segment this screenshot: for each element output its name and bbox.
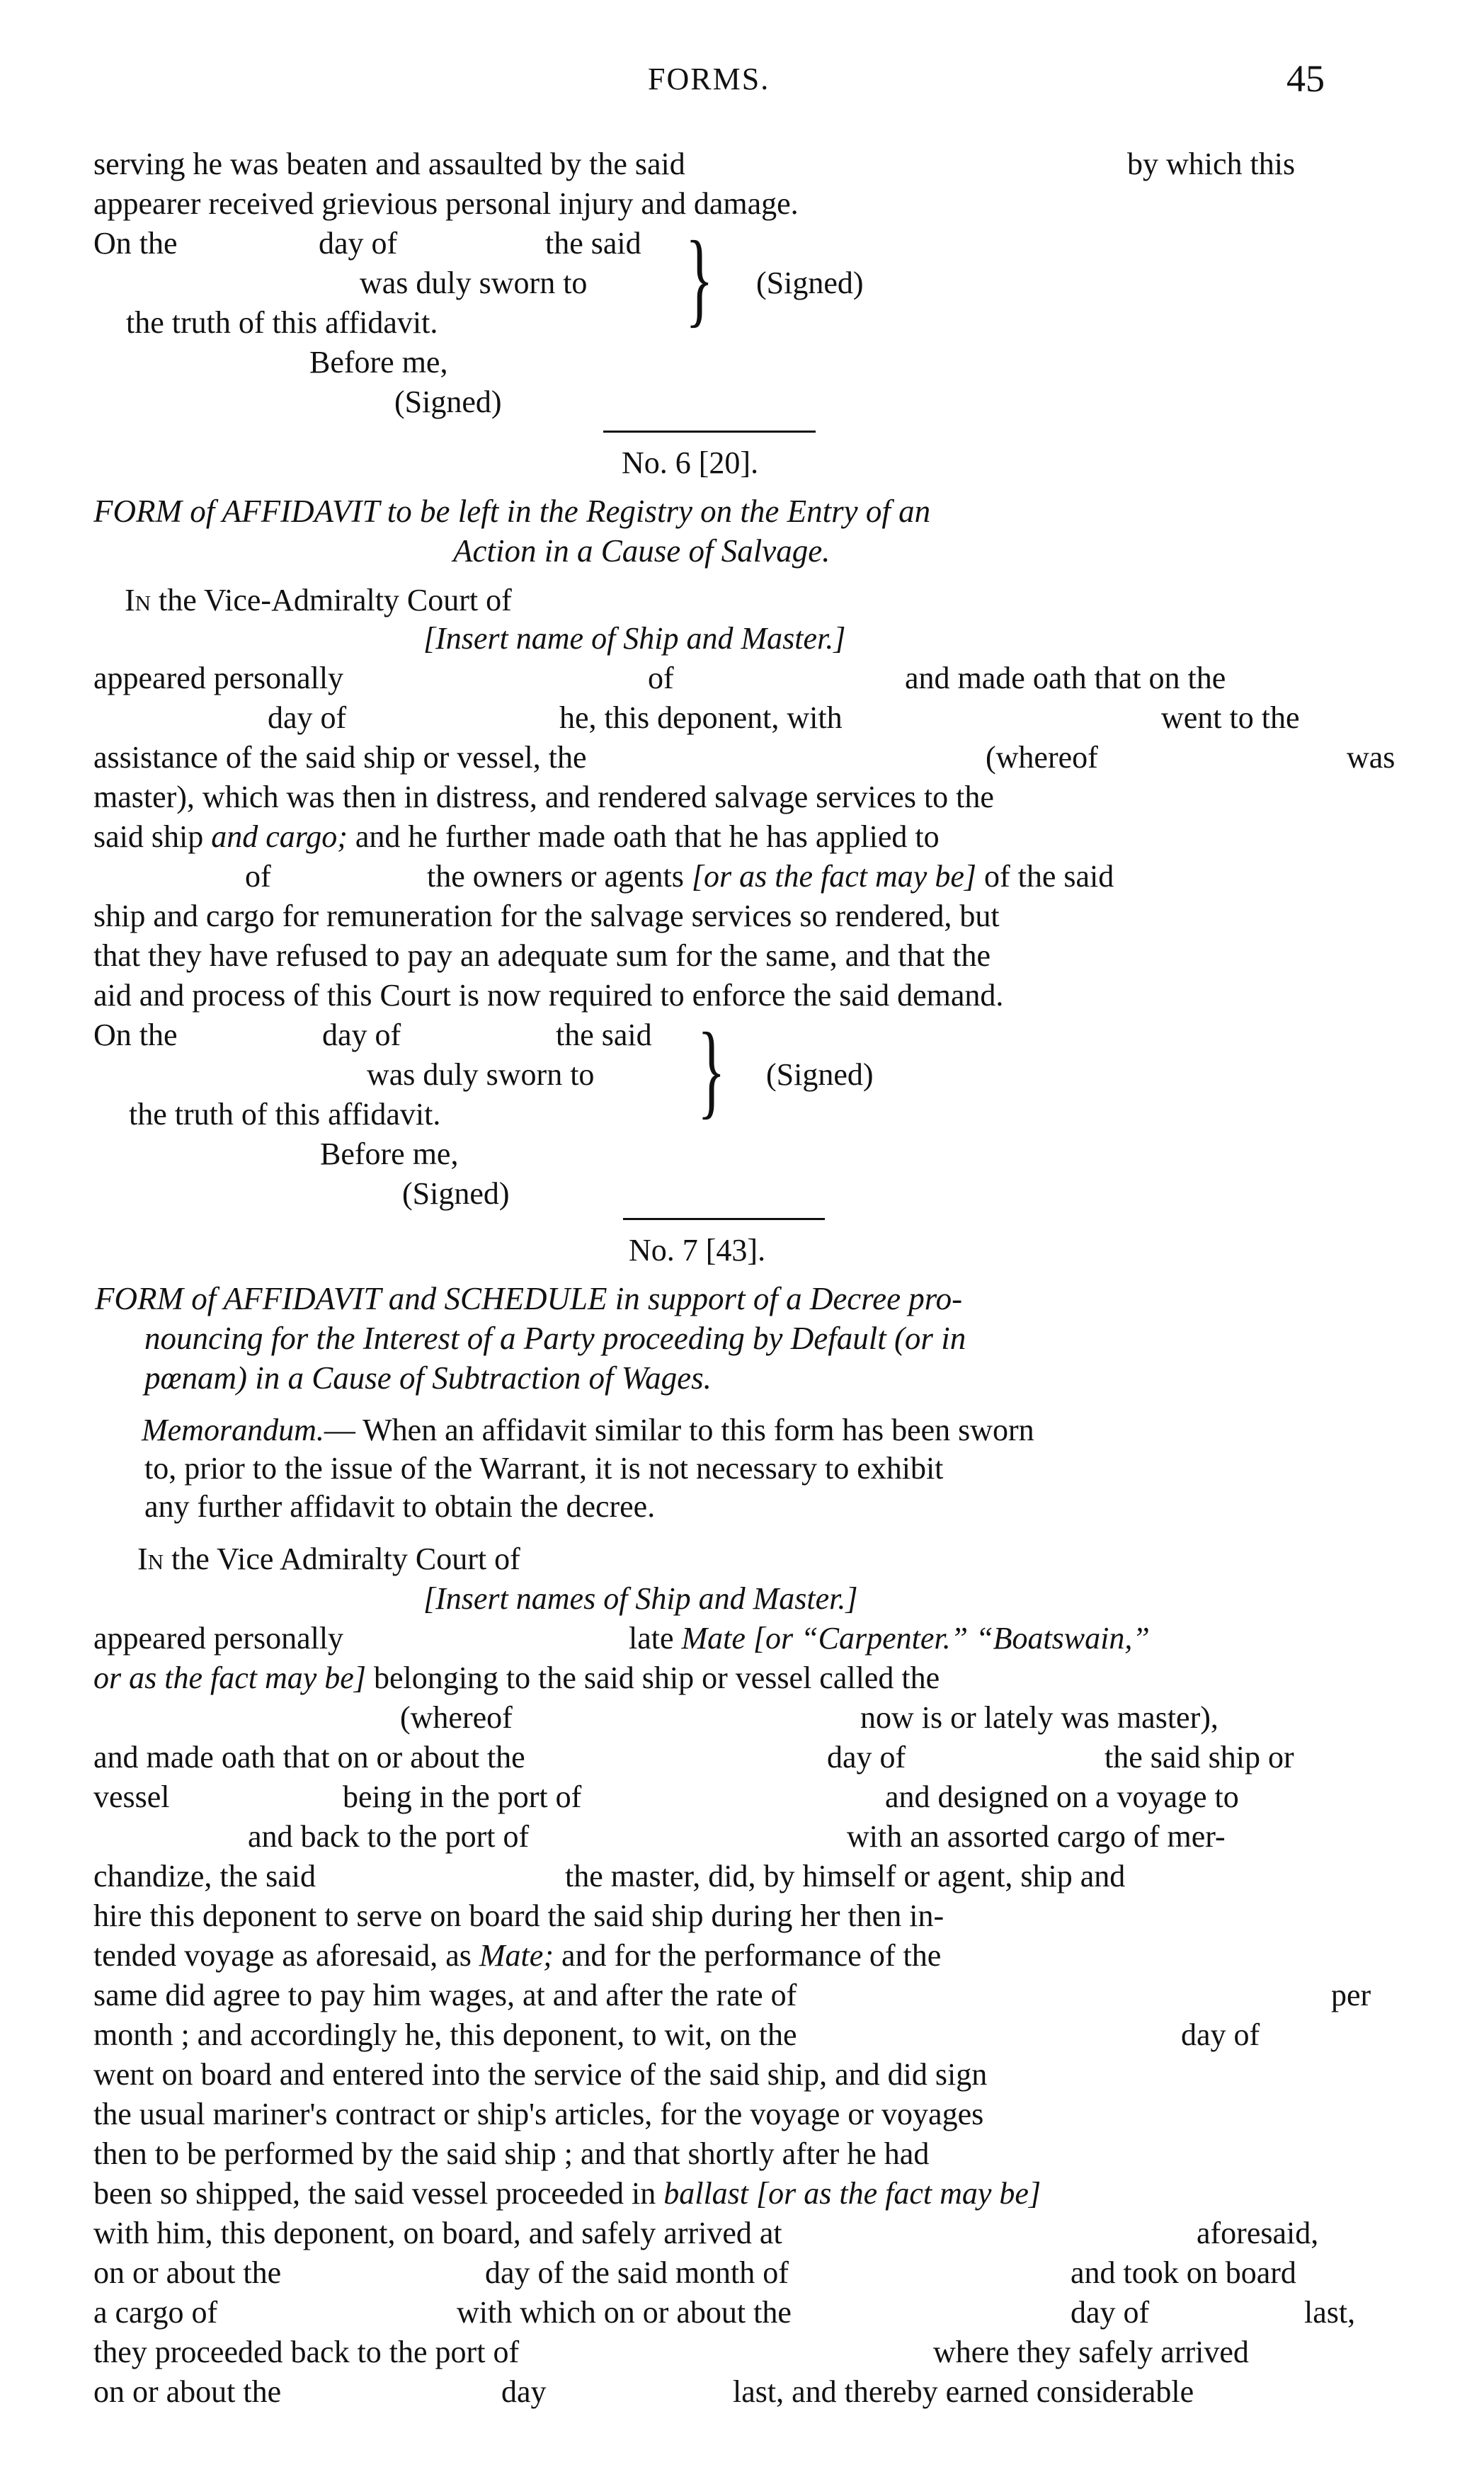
text-run: the owners or agents [427,859,692,894]
form-title-text: to be left in the Registry on the Entry of an [379,494,931,529]
text-run: been so shipped, the said vessel proceeded in [93,2176,664,2211]
text-line: the truth of this affidavit. [129,1097,441,1132]
text-line: was duly sworn to [367,1057,595,1092]
text-line: on or about the [93,2255,282,2290]
brace-glyph: } [697,1011,726,1129]
text-line: hire this deponent to serve on board the said ship during her then in- [93,1898,944,1933]
text-line: went to the [1161,700,1300,735]
text-line: the usual mariner's contract or ship's articles, for the voyage or voyages [93,2097,984,2131]
text-line [629,1623,1150,1654]
text-line: aid and process of this Court is now required to enforce the said demand. [93,978,1004,1013]
form-title: Action in a Cause of Salvage. [453,533,831,569]
section-rule [623,1218,825,1220]
form-title [93,493,930,530]
form-title: FORM of AFFIDAVIT and SCHEDULE in support of a Decree pro- [95,1281,963,1316]
running-head: FORMS. [648,62,770,96]
text-line: and designed on a voyage to [885,1779,1239,1814]
text-line: the said [545,226,641,261]
court-text: the Vice Admiralty Court of [164,1542,520,1576]
text-line [93,1940,941,1971]
insert-note: [Insert name of Ship and Master.] [423,621,846,656]
text-line: last, [1304,2295,1356,2330]
text-line: was [1347,740,1395,775]
text-line: they proceeded back to the port of [93,2335,520,2369]
brace-glyph: } [685,220,714,337]
text-line: where they safely arrived [933,2335,1249,2369]
text-line: day of [1071,2295,1150,2330]
text-run-italic: or as the fact may be] [93,1661,366,1695]
text-line: vessel [93,1779,170,1814]
signed-label: (Signed) [394,385,502,419]
form-title: pœnam) in a Cause of Subtraction of Wages. [144,1360,712,1396]
form-number: No. 7 [43]. [629,1233,766,1268]
text-line: that they have refused to pay an adequate sum for the same, and that the [93,938,991,973]
text-run-italic: [or as the fact may be] [691,859,976,894]
text-line: by which this [1127,147,1296,181]
text-line: was duly sworn to [360,266,588,300]
signed-label: (Signed) [402,1176,510,1211]
text-line: assistance of the said ship or vessel, the [93,740,587,775]
text-line: (whereof [986,740,1098,775]
page-number: 45 [1286,57,1325,100]
text-line: aforesaid, [1197,2216,1319,2250]
text-line [93,1663,940,1694]
text-line: day [501,2374,547,2409]
text-line: same did agree to pay him wages, at and after the rate of [93,1978,797,2012]
memorandum: to, prior to the issue of the Warrant, it is not necessary to exhibit [144,1451,944,1486]
text-run: belonging to the said ship or vessel called the [365,1661,940,1695]
section-rule [603,431,816,433]
text-run-italic: Mate [or “Carpenter.” “Boatswain,” [681,1621,1150,1656]
text-line: appeared personally [93,661,344,695]
text-line [93,2178,1041,2209]
text-line: month ; and accordingly he, this deponent, to wit, on the [93,2017,797,2052]
court-in: In [137,1542,164,1576]
text-line [427,861,1114,892]
signed-label: (Signed) [756,266,864,300]
text-line: with him, this deponent, on board, and safely arrived at [93,2216,782,2250]
memorandum: any further affidavit to obtain the decree. [144,1489,656,1524]
text-line: of [648,661,674,695]
text-run: of the said [976,859,1114,894]
text-line: the master, did, by himself or agent, ship and [565,1859,1126,1893]
text-line: master), which was then in distress, and rendered salvage services to the [93,780,994,814]
text-run-italic: ballast [or as the fact may be] [663,2176,1041,2211]
text-line: with which on or about the [457,2295,792,2330]
text-line: day of [1181,2017,1260,2052]
signed-label: (Signed) [766,1057,874,1092]
text-line: Before me, [309,345,448,380]
text-run-italic: Mate; [479,1938,554,1973]
text-line: went on board and entered into the service of the said ship, and did sign [93,2057,988,2092]
text-line: and made oath that on the [905,661,1226,695]
text-line: ship and cargo for remuneration for the salvage services so rendered, but [93,899,1000,933]
text-line: the said [556,1018,652,1052]
memorandum [142,1415,1034,1446]
court-line [125,585,512,616]
text-run: said ship [93,819,212,854]
text-run-italic: and cargo; [211,819,348,854]
text-line: day of [827,1740,906,1775]
text-line: Before me, [320,1137,459,1171]
text-line: of [245,859,271,894]
text-run: and he further made oath that he has applied to [347,819,940,854]
text-line: the truth of this affidavit. [126,305,438,340]
court-line [137,1544,520,1575]
text-line: On the [93,226,178,261]
form-title-caps: FORM of AFFIDAVIT [93,494,379,529]
text-line: On the [93,1018,178,1052]
text-line: last, and thereby earned considerable [733,2374,1194,2409]
text-line: day of [319,226,398,261]
memorandum-text: — When an affidavit similar to this form has been sworn [324,1413,1034,1447]
text-line: day of the said month of [485,2255,789,2290]
memorandum-label: Memorandum. [142,1413,324,1447]
text-line [93,821,940,853]
text-line: serving he was beaten and assaulted by the said [93,147,685,181]
text-line: (whereof [400,1700,513,1735]
text-line: he, this deponent, with [559,700,843,735]
text-line: then to be performed by the said ship ; and that shortly after he had [93,2136,930,2171]
text-line: and made oath that on or about the [93,1740,525,1775]
text-run: and for the performance of the [553,1938,942,1973]
insert-note: [Insert names of Ship and Master.] [423,1581,858,1616]
text-run: tended voyage as aforesaid, as [93,1938,479,1973]
text-line: per [1331,1978,1371,2012]
court-in: In [125,583,152,617]
text-line: a cargo of [93,2295,218,2330]
form-title: nouncing for the Interest of a Party proceeding by Default (or in [144,1321,966,1356]
text-line: on or about the [93,2374,282,2409]
text-line: appeared personally [93,1621,344,1656]
text-run: late [629,1621,682,1656]
court-text: the Vice-Admiralty Court of [151,583,512,617]
form-number: No. 6 [20]. [622,445,759,480]
text-line: now is or lately was master), [860,1700,1218,1735]
text-line: and took on board [1071,2255,1296,2290]
text-line: chandize, the said [93,1859,316,1893]
text-line: day of [322,1018,401,1052]
text-line: with an assorted cargo of mer- [847,1819,1226,1854]
text-line: and back to the port of [248,1819,530,1854]
text-line: the said ship or [1105,1740,1294,1775]
text-line: appearer received grievious personal injury and damage. [93,186,799,221]
text-line: day of [268,700,347,735]
text-line: being in the port of [343,1779,582,1814]
